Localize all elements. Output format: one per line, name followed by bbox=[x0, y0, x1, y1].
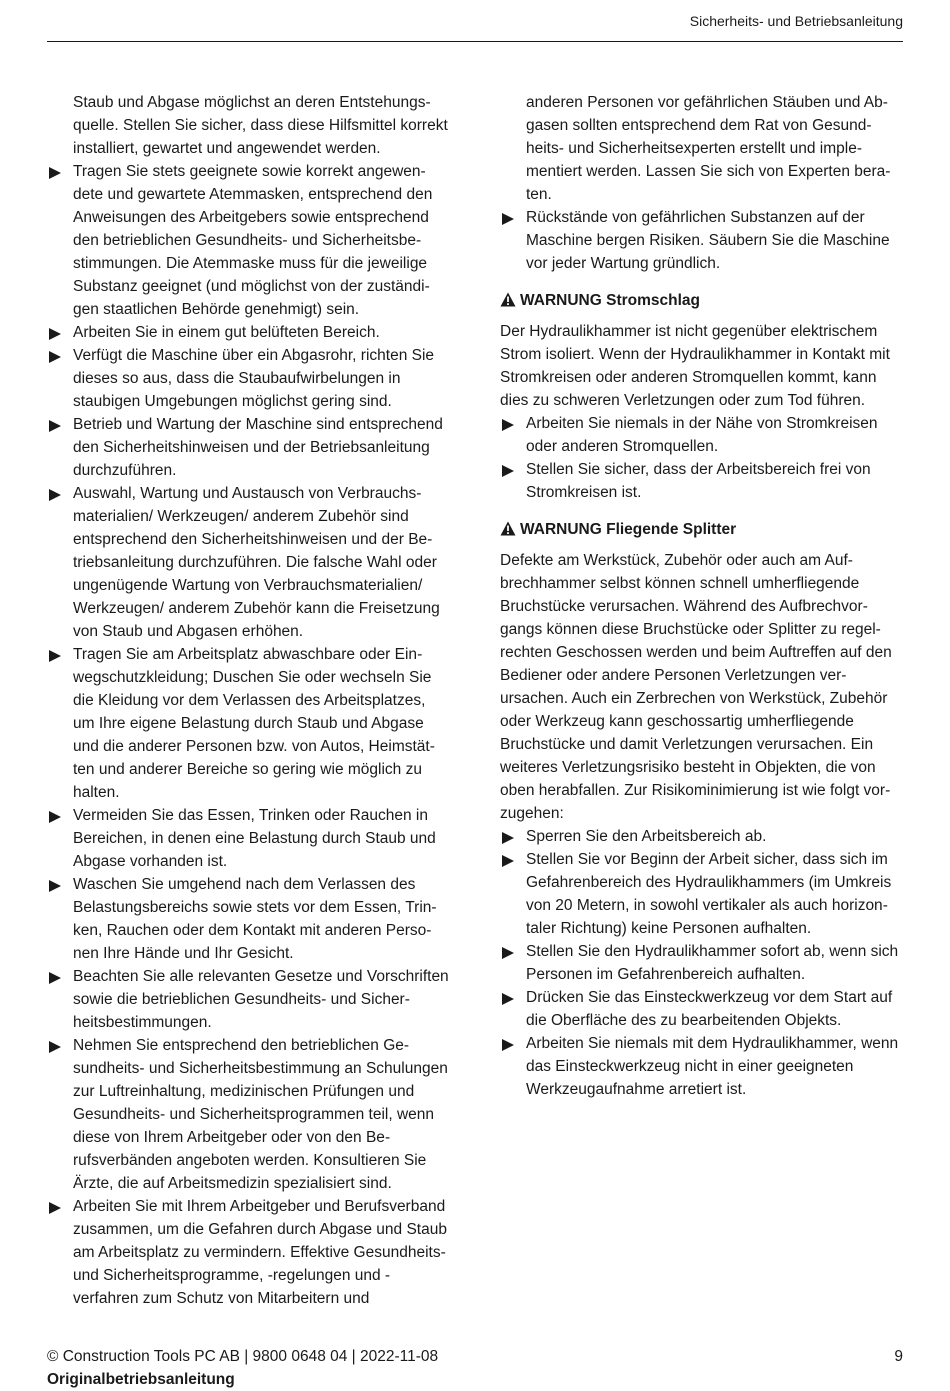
bullet-arrow-icon bbox=[49, 328, 61, 340]
header-title: Sicherheits- und Betriebsanleitung bbox=[689, 13, 903, 29]
page-header bbox=[47, 0, 903, 42]
bullet-arrow-icon bbox=[502, 419, 514, 431]
bullet-arrow-icon bbox=[502, 947, 514, 959]
warning-text-flying-splinters: Defekte am Werkstück, Zubehör oder auch am Aufbrechhammer selbst können schnell umherfliegende Bruchstücke verursachen. Während des Aufbrechvorgangs können diese Bruchstücke oder Splitter zu regelrechten Geschossen werden und beim Auftreffen auf den Bediener oder andere Personen Verletzungen verursachen. Auch ein Zerbrechen von Werkstück, Zubehör oder Werkzeug kann geschossartig umherfliegende Bruchstücke und damit Verletzungen verursachen. Ein weiteres Verletzungsrisiko besteht in Objekten, die von oben herabfallen. Zur Risikominimierung ist wie folgt vorzugehen: bbox=[500, 552, 892, 822]
bullet-arrow-icon bbox=[49, 351, 61, 363]
list-item: Arbeiten Sie mit Ihrem Arbeitgeber und Berufsverband zusammen, um die Gefahren durch Abgase und Staub am Arbeitsplatz zu vermindern. Effektive Gesundheits- und Sicherheitsprogramme, -regelungen und -verfahren zum Schutz von Mitarbeitern und bbox=[47, 1195, 449, 1310]
bullet-arrow-icon bbox=[49, 880, 61, 892]
list-item: Sperren Sie den Arbeitsbereich ab. bbox=[500, 825, 902, 848]
bullet-arrow-icon bbox=[49, 1202, 61, 1214]
list-item: Beachten Sie alle relevanten Gesetze und Vorschriften sowie die betrieblichen Gesundheits- und Sicherheitsbestimmungen. bbox=[47, 965, 449, 1034]
list-item: Auswahl, Wartung und Austausch von Verbrauchsmaterialien/ Werkzeugen/ anderem Zubehör sind entsprechend den Sicherheitshinweisen und der Betriebsanleitung durchzuführen. Die falsche Wahl oder ungenügende Wartung von Verbrauchsmaterialien/ Werkzeugen/ anderem Zubehör kann die Freisetzung von Staub und Abgasen erhöhen. bbox=[47, 482, 449, 643]
list-item: Rückstände von gefährlichen Substanzen auf der Maschine bergen Risiken. Säubern Sie die Maschine vor jeder Wartung gründlich. bbox=[500, 206, 902, 275]
right-intro-paragraph: anderen Personen vor gefährlichen Stäuben und Abgasen sollten entsprechend dem Rat von Gesundheits- und Sicherheitsexperten erstellt und implementiert werden. Lassen Sie sich von Experten beraten. bbox=[526, 94, 891, 203]
list-item: Stellen Sie sicher, dass der Arbeitsbereich frei von Stromkreisen ist. bbox=[500, 458, 902, 504]
warning-triangle-icon bbox=[500, 521, 516, 536]
bullet-arrow-icon bbox=[49, 972, 61, 984]
list-item: Arbeiten Sie niemals in der Nähe von Stromkreisen oder anderen Stromquellen. bbox=[500, 412, 902, 458]
bullet-arrow-icon bbox=[502, 993, 514, 1005]
bullet-arrow-icon bbox=[49, 650, 61, 662]
list-item: Stellen Sie den Hydraulikhammer sofort ab, wenn sich Personen im Gefahrenbereich aufhalten. bbox=[500, 940, 902, 986]
bullet-arrow-icon bbox=[502, 213, 514, 225]
list-item: Stellen Sie vor Beginn der Arbeit sicher, dass sich im Gefahrenbereich des Hydraulikhammers (im Umkreis von 20 Metern, in sowohl vertikaler als auch horizontaler Richtung) keine Personen aufhalten. bbox=[500, 848, 902, 940]
bullet-arrow-icon bbox=[49, 1041, 61, 1053]
bullet-arrow-icon bbox=[502, 832, 514, 844]
bullet-arrow-icon bbox=[502, 1039, 514, 1051]
warning-triangle-icon bbox=[500, 292, 516, 307]
list-item: Tragen Sie stets geeignete sowie korrekt angewendete und gewartete Atemmasken, entsprechend den Anweisungen des Arbeitgebers sowie entsprechend den betrieblichen Gesundheits- und Sicherheitsbestimmungen. Die Atemmaske muss für die jeweilige Substanz geeignet (und möglichst von der zuständigen staatlichen Behörde genehmigt) sein. bbox=[47, 160, 449, 321]
warning-heading-electric-shock: WARNUNG Stromschlag bbox=[500, 289, 902, 312]
list-item: Arbeiten Sie in einem gut belüfteten Bereich. bbox=[47, 321, 449, 344]
bullet-arrow-icon bbox=[49, 420, 61, 432]
footer-document-type: Originalbetriebsanleitung bbox=[47, 1371, 235, 1388]
left-column bbox=[47, 91, 449, 1310]
bullet-arrow-icon bbox=[502, 855, 514, 867]
warning-text-electric-shock: Der Hydraulikhammer ist nicht gegenüber elektrischem Strom isoliert. Wenn der Hydraulikhammer in Kontakt mit Stromkreisen oder anderen Stromquellen kommt, kann dies zu schweren Verletzungen oder zum Tod führen. bbox=[500, 323, 890, 409]
left-intro-paragraph: Staub und Abgase möglichst an deren Entstehungsquelle. Stellen Sie sicher, dass diese Hilfsmittel korrekt installiert, gewartet und angewendet werden. bbox=[73, 94, 448, 157]
right-column bbox=[500, 91, 902, 1101]
warning-heading-flying-splinters: WARNUNG Fliegende Splitter bbox=[500, 518, 902, 541]
list-item: Betrieb und Wartung der Maschine sind entsprechend den Sicherheitshinweisen und der Betriebsanleitung durchzuführen. bbox=[47, 413, 449, 482]
list-item: Vermeiden Sie das Essen, Trinken oder Rauchen in Bereichen, in denen eine Belastung durch Staub und Abgase vorhanden ist. bbox=[47, 804, 449, 873]
page-number: 9 bbox=[894, 1348, 903, 1365]
bullet-arrow-icon bbox=[502, 465, 514, 477]
list-item: Verfügt die Maschine über ein Abgasrohr, richten Sie dieses so aus, dass die Staubaufwirbelungen in staubigen Umgebungen möglichst gering sind. bbox=[47, 344, 449, 413]
footer-copyright: © Construction Tools PC AB | 9800 0648 04 | 2022-11-08 bbox=[47, 1348, 439, 1365]
bullet-arrow-icon bbox=[49, 811, 61, 823]
list-item: Tragen Sie am Arbeitsplatz abwaschbare oder Einwegschutzkleidung; Duschen Sie oder wechseln Sie die Kleidung vor dem Verlassen des Arbeitsplatzes, um Ihre eigene Belastung durch Staub und Abgase und die anderer Personen bzw. von Autos, Heimstätten und anderer Bereiche so gering wie möglich zu halten. bbox=[47, 643, 449, 804]
bullet-arrow-icon bbox=[49, 489, 61, 501]
bullet-arrow-icon bbox=[49, 167, 61, 179]
list-item: Drücken Sie das Einsteckwerkzeug vor dem Start auf die Oberfläche des zu bearbeitenden Objekts. bbox=[500, 986, 902, 1032]
list-item: Arbeiten Sie niemals mit dem Hydraulikhammer, wenn das Einsteckwerkzeug nicht in einer geeigneten Werkzeugaufnahme arretiert ist. bbox=[500, 1032, 902, 1101]
list-item: Nehmen Sie entsprechend den betrieblichen Gesundheits- und Sicherheitsbestimmung an Schulungen zur Luftreinhaltung, medizinischen Prüfungen und Gesundheits- und Sicherheitsprogrammen teil, wenn diese von Ihrem Arbeitgeber oder von den Berufsverbänden angeboten werden. Konsultieren Sie Ärzte, die auf Arbeitsmedizin spezialisiert sind. bbox=[47, 1034, 449, 1195]
list-item: Waschen Sie umgehend nach dem Verlassen des Belastungsbereichs sowie stets vor dem Essen, Trinken, Rauchen oder dem Kontakt mit anderen Personen Ihre Hände und Ihr Gesicht. bbox=[47, 873, 449, 965]
